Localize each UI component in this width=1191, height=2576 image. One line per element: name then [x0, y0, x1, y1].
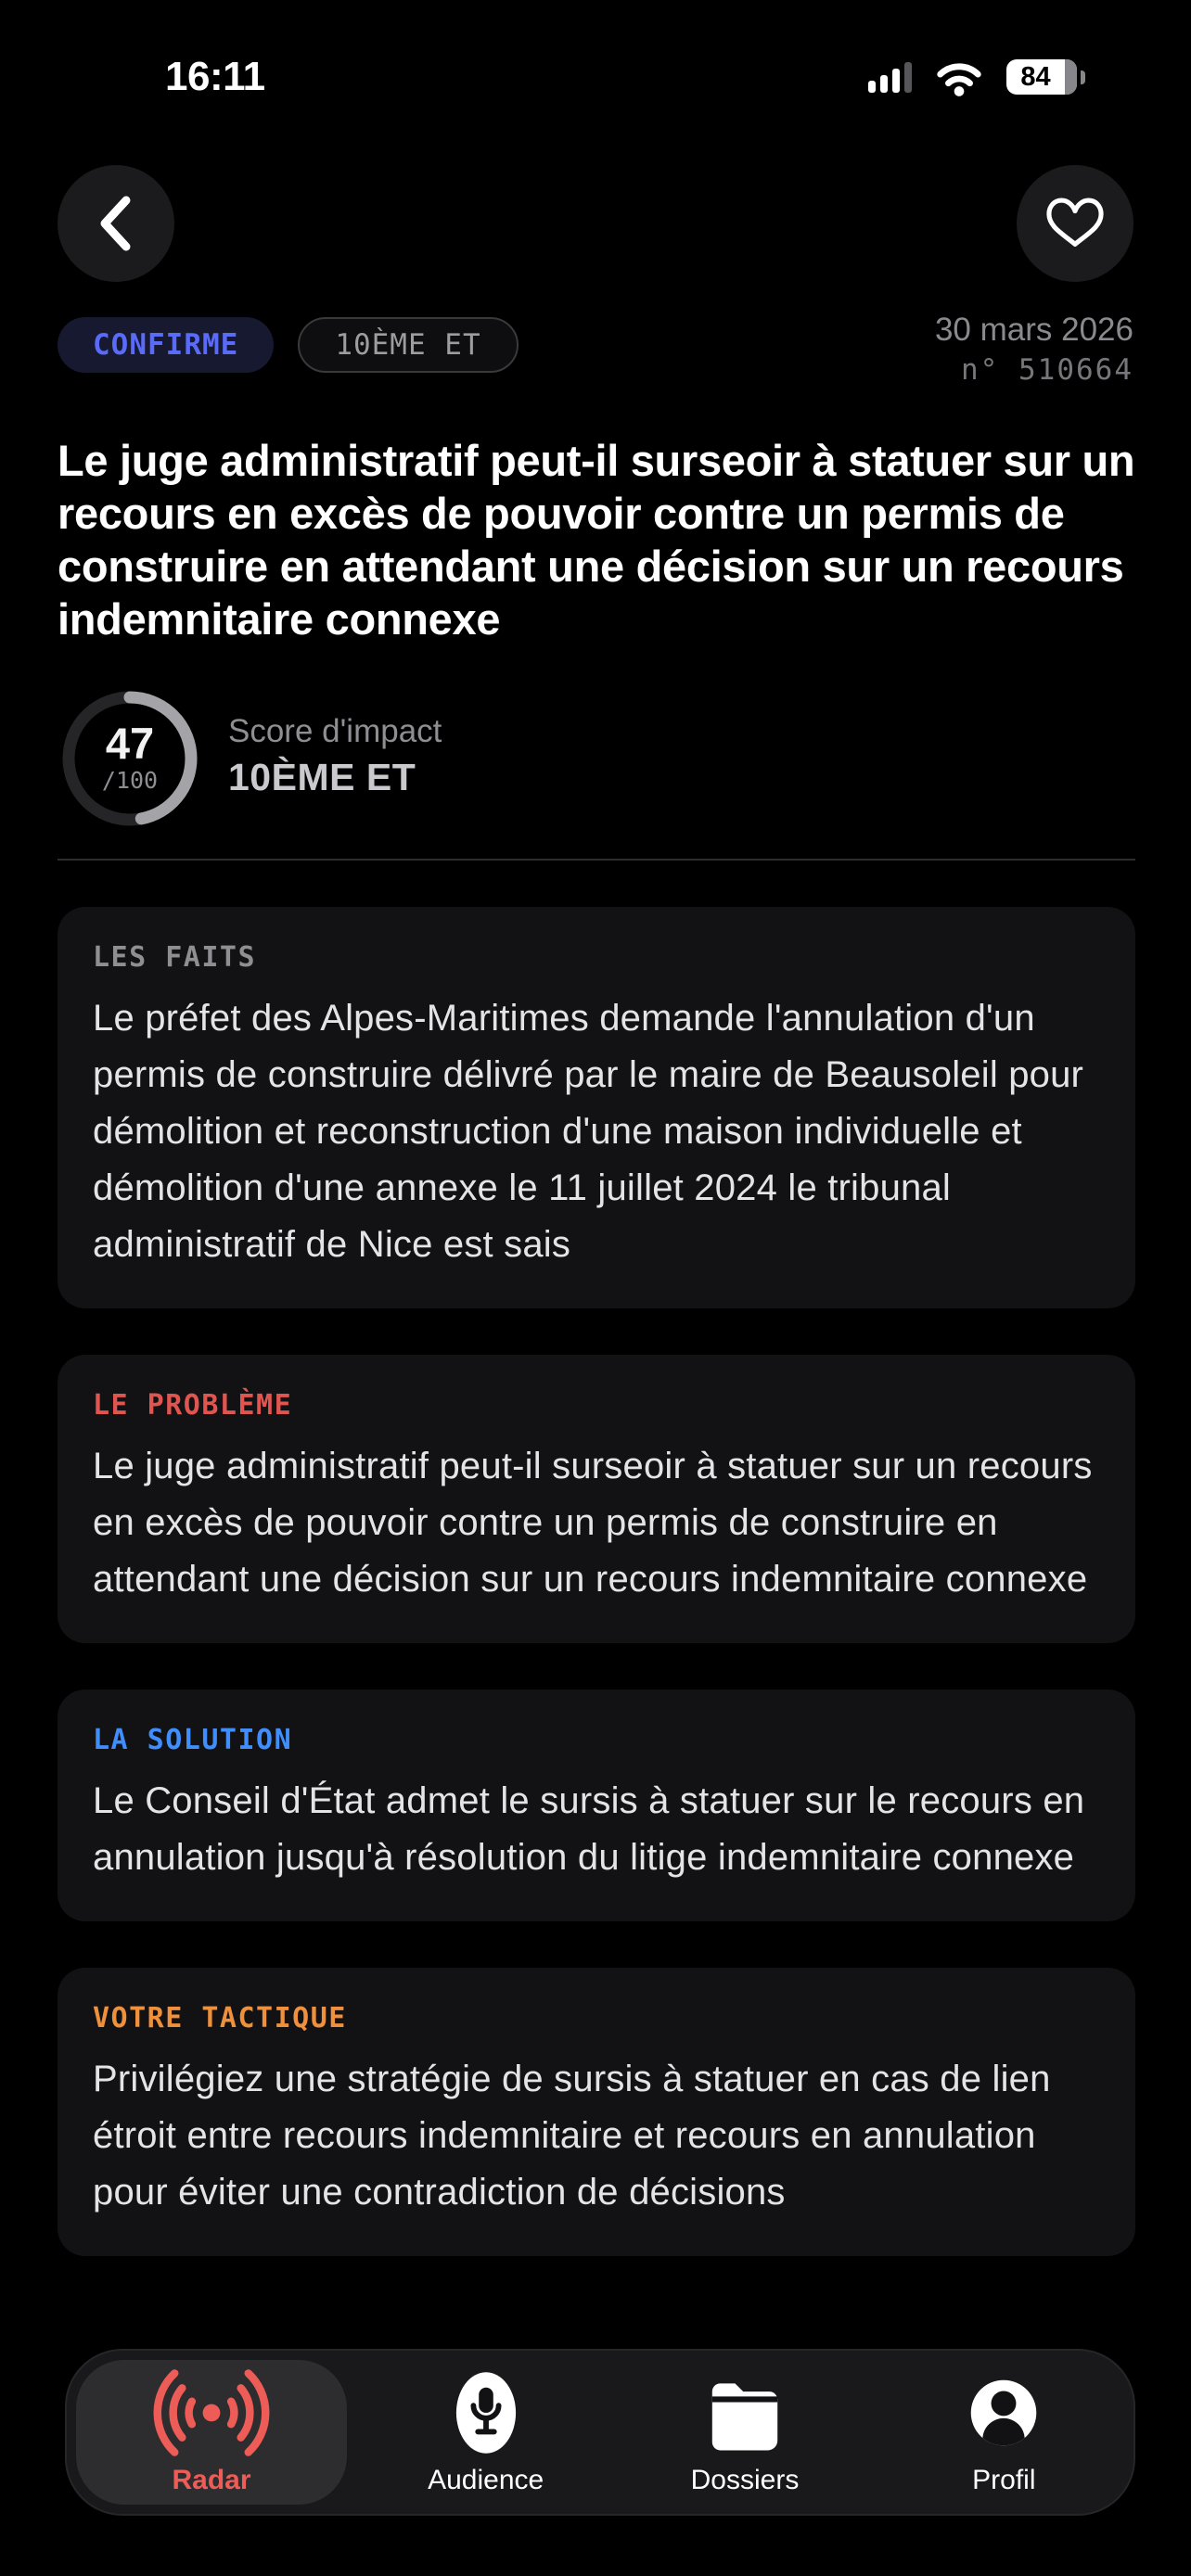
card-text: Le Conseil d'État admet le sursis à statuer sur le recours en annulation jusqu'à résolution du litige indemnitaire connexe — [93, 1780, 1085, 1878]
radar-icon — [150, 2369, 273, 2456]
bottom-tab-bar — [65, 2349, 1135, 2516]
tab-label: Audience — [428, 2465, 544, 2495]
card-le-probleme — [58, 1355, 1135, 1643]
card-text: Privilégiez une stratégie de sursis à statuer en cas de lien étroit entre recours indemnitaire et recours en annulation pour éviter une contradiction de décisions — [93, 2059, 1051, 2213]
card-votre-tactique — [58, 1968, 1135, 2256]
heart-icon — [1045, 196, 1105, 251]
case-number: n° 510664 — [961, 353, 1133, 387]
battery-cap — [1081, 70, 1085, 84]
back-button[interactable] — [58, 165, 174, 282]
score-value-group — [58, 686, 202, 831]
battery-icon — [1006, 59, 1077, 95]
card-text: Le préfet des Alpes-Maritimes demande l'annulation d'un permis de construire délivré par le maire de Beausoleil pour démolition et reconstruction d'une maison individuelle et démolition d'une annexe le 11 juillet 2024 le tribunal administratif de Nice est sais — [93, 998, 1084, 1265]
page-title: Le juge administratif peut-il surseoir à statuer sur un recours en excès de pouvoir contre un permis de construire en attendant une décision sur un recours indemnitaire connexe — [58, 436, 1135, 644]
badge-row — [58, 317, 519, 373]
score-label: Score d'impact — [228, 713, 442, 749]
score-value: 47 — [105, 719, 155, 768]
card-la-solution — [58, 1690, 1135, 1921]
case-meta — [935, 310, 1133, 389]
chevron-left-icon — [96, 195, 136, 252]
tab-label: Profil — [972, 2465, 1036, 2495]
status-bar — [0, 0, 1191, 121]
card-label: LE PROBLÈME — [93, 1389, 293, 1422]
divider — [58, 859, 1135, 861]
case-sections — [58, 907, 1135, 2256]
card-label: LA SOLUTION — [93, 1724, 293, 1756]
tab-audience[interactable] — [356, 2351, 615, 2514]
card-text: Le juge administratif peut-il surseoir à statuer sur un recours en excès de pouvoir contre un permis de construire en attendant une décision sur un recours indemnitaire connexe — [93, 1446, 1093, 1600]
microphone-icon — [454, 2369, 519, 2456]
cellular-signal-icon — [868, 61, 912, 93]
tab-label: Dossiers — [690, 2465, 800, 2495]
card-label: LES FAITS — [93, 941, 257, 974]
folder-icon — [704, 2375, 786, 2451]
impact-score-section — [58, 686, 1137, 831]
favorite-button[interactable] — [1017, 165, 1133, 282]
person-icon — [965, 2374, 1043, 2452]
wifi-icon — [932, 57, 986, 97]
status-badge-confirmed: CONFIRME — [58, 317, 274, 373]
court-badge: 10ÈME ET — [298, 317, 518, 373]
score-sublabel: 10ÈME ET — [228, 756, 416, 798]
tab-dossiers[interactable] — [615, 2351, 874, 2514]
card-les-faits — [58, 907, 1135, 1308]
score-max: /100 — [101, 767, 159, 794]
tab-profil[interactable] — [875, 2351, 1133, 2514]
card-label: VOTRE TACTIQUE — [93, 2002, 347, 2034]
battery-percent: 84 — [1020, 61, 1051, 92]
clock: 16:11 — [165, 54, 265, 99]
tab-label: Radar — [172, 2465, 251, 2495]
decision-date: 30 mars 2026 — [934, 312, 1133, 348]
tab-radar[interactable] — [76, 2360, 347, 2505]
